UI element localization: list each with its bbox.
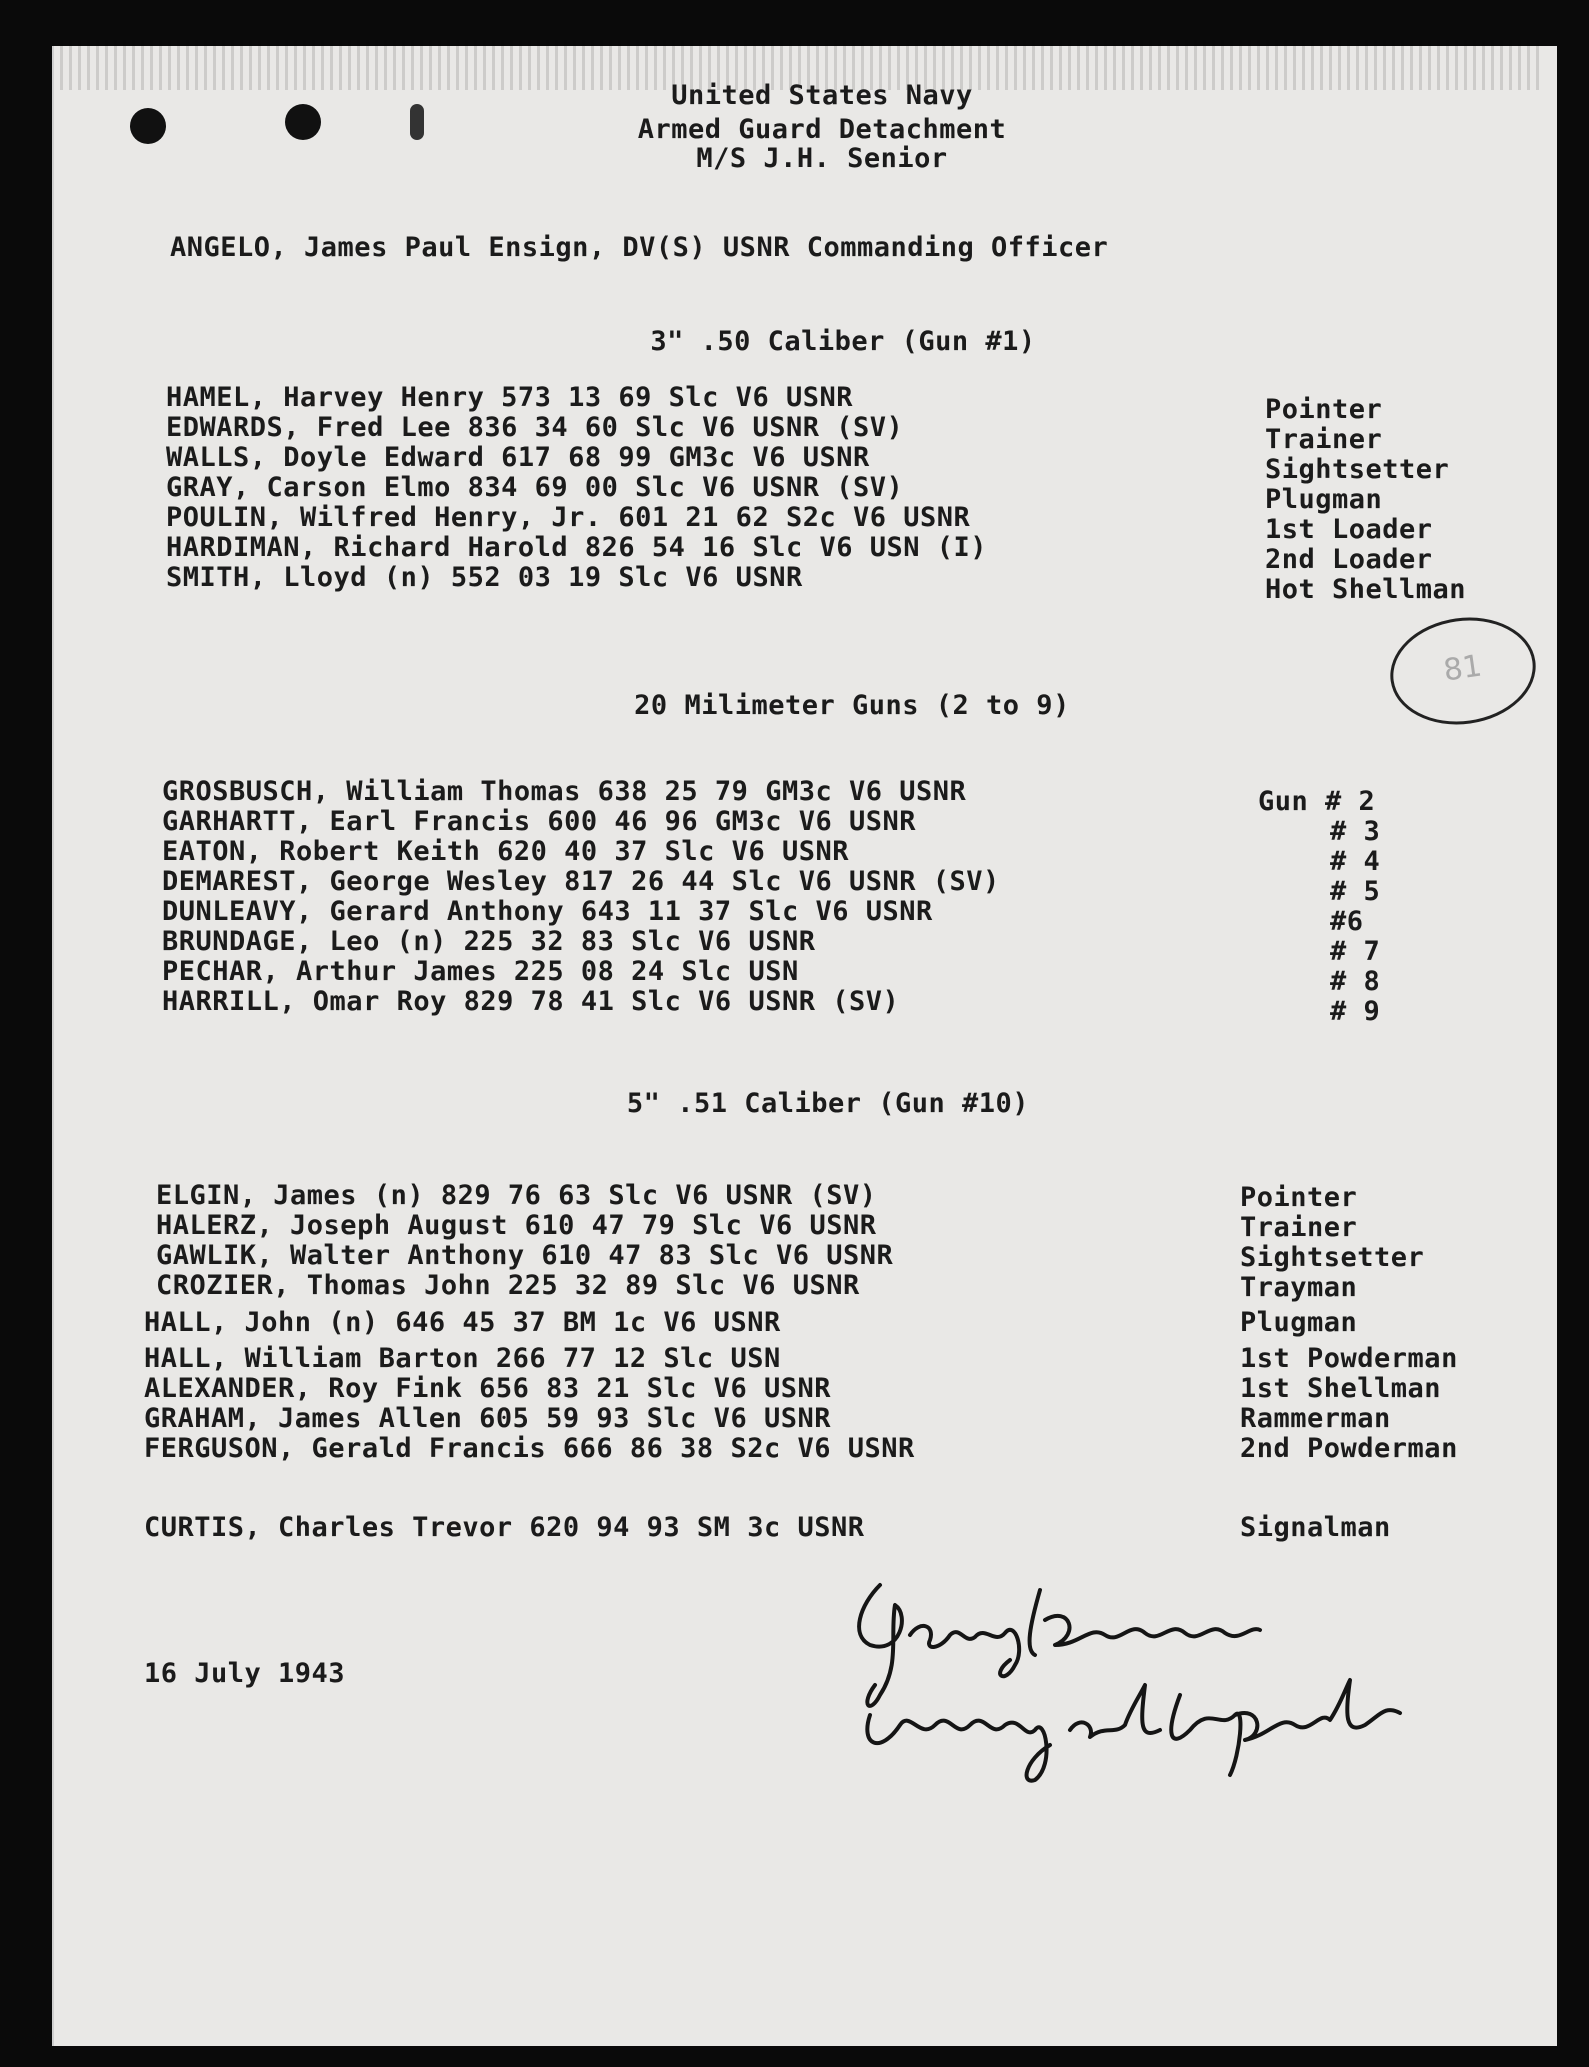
stamp-number: 81 (1441, 648, 1484, 689)
crew-name: HARRILL, Omar Roy 829 78 41 Slc V6 USNR (SV) (162, 986, 900, 1017)
crew-role: 1st Powderman (1240, 1343, 1458, 1374)
document-date: 16 July 1943 (144, 1658, 346, 1689)
crew-role: # 9 (1330, 996, 1381, 1027)
signalman-role: Signalman (1240, 1512, 1391, 1543)
crew-name: GRAY, Carson Elmo 834 69 00 Slc V6 USNR (SV) (166, 472, 904, 503)
crew-name: GARHARTT, Earl Francis 600 46 96 GM3c V6 USNR (162, 806, 916, 837)
crew-role: 2nd Loader (1265, 544, 1433, 575)
crew-role: # 5 (1330, 876, 1381, 907)
crew-name: ELGIN, James (n) 829 76 63 Slc V6 USNR (SV) (156, 1180, 877, 1211)
punch-hole (130, 108, 166, 144)
crew-name: ALEXANDER, Roy Fink 656 83 21 Slc V6 USNR (144, 1373, 831, 1404)
crew-role: Trainer (1240, 1212, 1358, 1243)
crew-role: # 8 (1330, 966, 1381, 997)
crew-role: Sightsetter (1265, 454, 1450, 485)
crew-name: EATON, Robert Keith 620 40 37 Slc V6 USNR (162, 836, 849, 867)
crew-name: SMITH, Lloyd (n) 552 03 19 Slc V6 USNR (166, 562, 803, 593)
crew-role: #6 (1330, 906, 1364, 937)
section-title-gun-10: 5" .51 Caliber (Gun #10) (626, 1088, 1030, 1119)
commanding-officer: ANGELO, James Paul Ensign, DV(S) USNR Commanding Officer (170, 232, 1109, 263)
crew-role: Sightsetter (1240, 1242, 1425, 1273)
header-ship: M/S J.H. Senior (696, 143, 948, 174)
crew-role: Pointer (1240, 1182, 1358, 1213)
header-detachment: Armed Guard Detachment (637, 114, 1007, 145)
crew-name: HALL, William Barton 266 77 12 Slc USN (144, 1343, 781, 1374)
crew-name: DEMAREST, George Wesley 817 26 44 Slc V6 USNR (SV) (162, 866, 1000, 897)
crew-role: Plugman (1240, 1307, 1358, 1338)
crew-name: HARDIMAN, Richard Harold 826 54 16 Slc V6 USN (I) (166, 532, 988, 563)
crew-name: GROSBUSCH, William Thomas 638 25 79 GM3c V6 USNR (162, 776, 967, 807)
crew-role: 1st Loader (1265, 514, 1433, 545)
crew-name: HAMEL, Harvey Henry 573 13 69 Slc V6 USNR (166, 382, 853, 413)
crew-role: Trainer (1265, 424, 1383, 455)
crew-name: EDWARDS, Fred Lee 836 34 60 Slc V6 USNR (SV) (166, 412, 904, 443)
handwritten-signature (840, 1565, 1420, 1785)
crew-name: GRAHAM, James Allen 605 59 93 Slc V6 USNR (144, 1403, 831, 1434)
crew-name: BRUNDAGE, Leo (n) 225 32 83 Slc V6 USNR (162, 926, 816, 957)
punch-hole (285, 104, 321, 140)
crew-name: CROZIER, Thomas John 225 32 89 Slc V6 USNR (156, 1270, 860, 1301)
crew-role: Plugman (1265, 484, 1383, 515)
crew-name: HALERZ, Joseph August 610 47 79 Slc V6 USNR (156, 1210, 877, 1241)
crew-role: Hot Shellman (1265, 574, 1467, 605)
signalman-name: CURTIS, Charles Trevor 620 94 93 SM 3c USNR (144, 1512, 865, 1543)
header-navy: United States Navy (671, 80, 973, 111)
crew-role: # 3 (1330, 816, 1381, 847)
crew-role: Rammerman (1240, 1403, 1391, 1434)
crew-role: Gun # 2 (1258, 786, 1376, 817)
crew-name: HALL, John (n) 646 45 37 BM 1c V6 USNR (144, 1307, 781, 1338)
crew-role: 1st Shellman (1240, 1373, 1442, 1404)
crew-name: WALLS, Doyle Edward 617 68 99 GM3c V6 USNR (166, 442, 870, 473)
crew-role: # 7 (1330, 936, 1381, 967)
crew-name: DUNLEAVY, Gerard Anthony 643 11 37 Slc V6 USNR (162, 896, 933, 927)
crew-role: 2nd Powderman (1240, 1433, 1458, 1464)
crew-name: POULIN, Wilfred Henry, Jr. 601 21 62 S2c V6 USNR (166, 502, 971, 533)
section-title-20mm: 20 Milimeter Guns (2 to 9) (634, 690, 1070, 721)
punch-hole (410, 104, 424, 140)
section-title-gun-1: 3" .50 Caliber (Gun #1) (650, 326, 1036, 357)
crew-role: Pointer (1265, 394, 1383, 425)
crew-role: Trayman (1240, 1272, 1358, 1303)
crew-name: GAWLIK, Walter Anthony 610 47 83 Slc V6 USNR (156, 1240, 894, 1271)
crew-name: PECHAR, Arthur James 225 08 24 Slc USN (162, 956, 799, 987)
crew-role: # 4 (1330, 846, 1381, 877)
crew-name: FERGUSON, Gerald Francis 666 86 38 S2c V6 USNR (144, 1433, 915, 1464)
